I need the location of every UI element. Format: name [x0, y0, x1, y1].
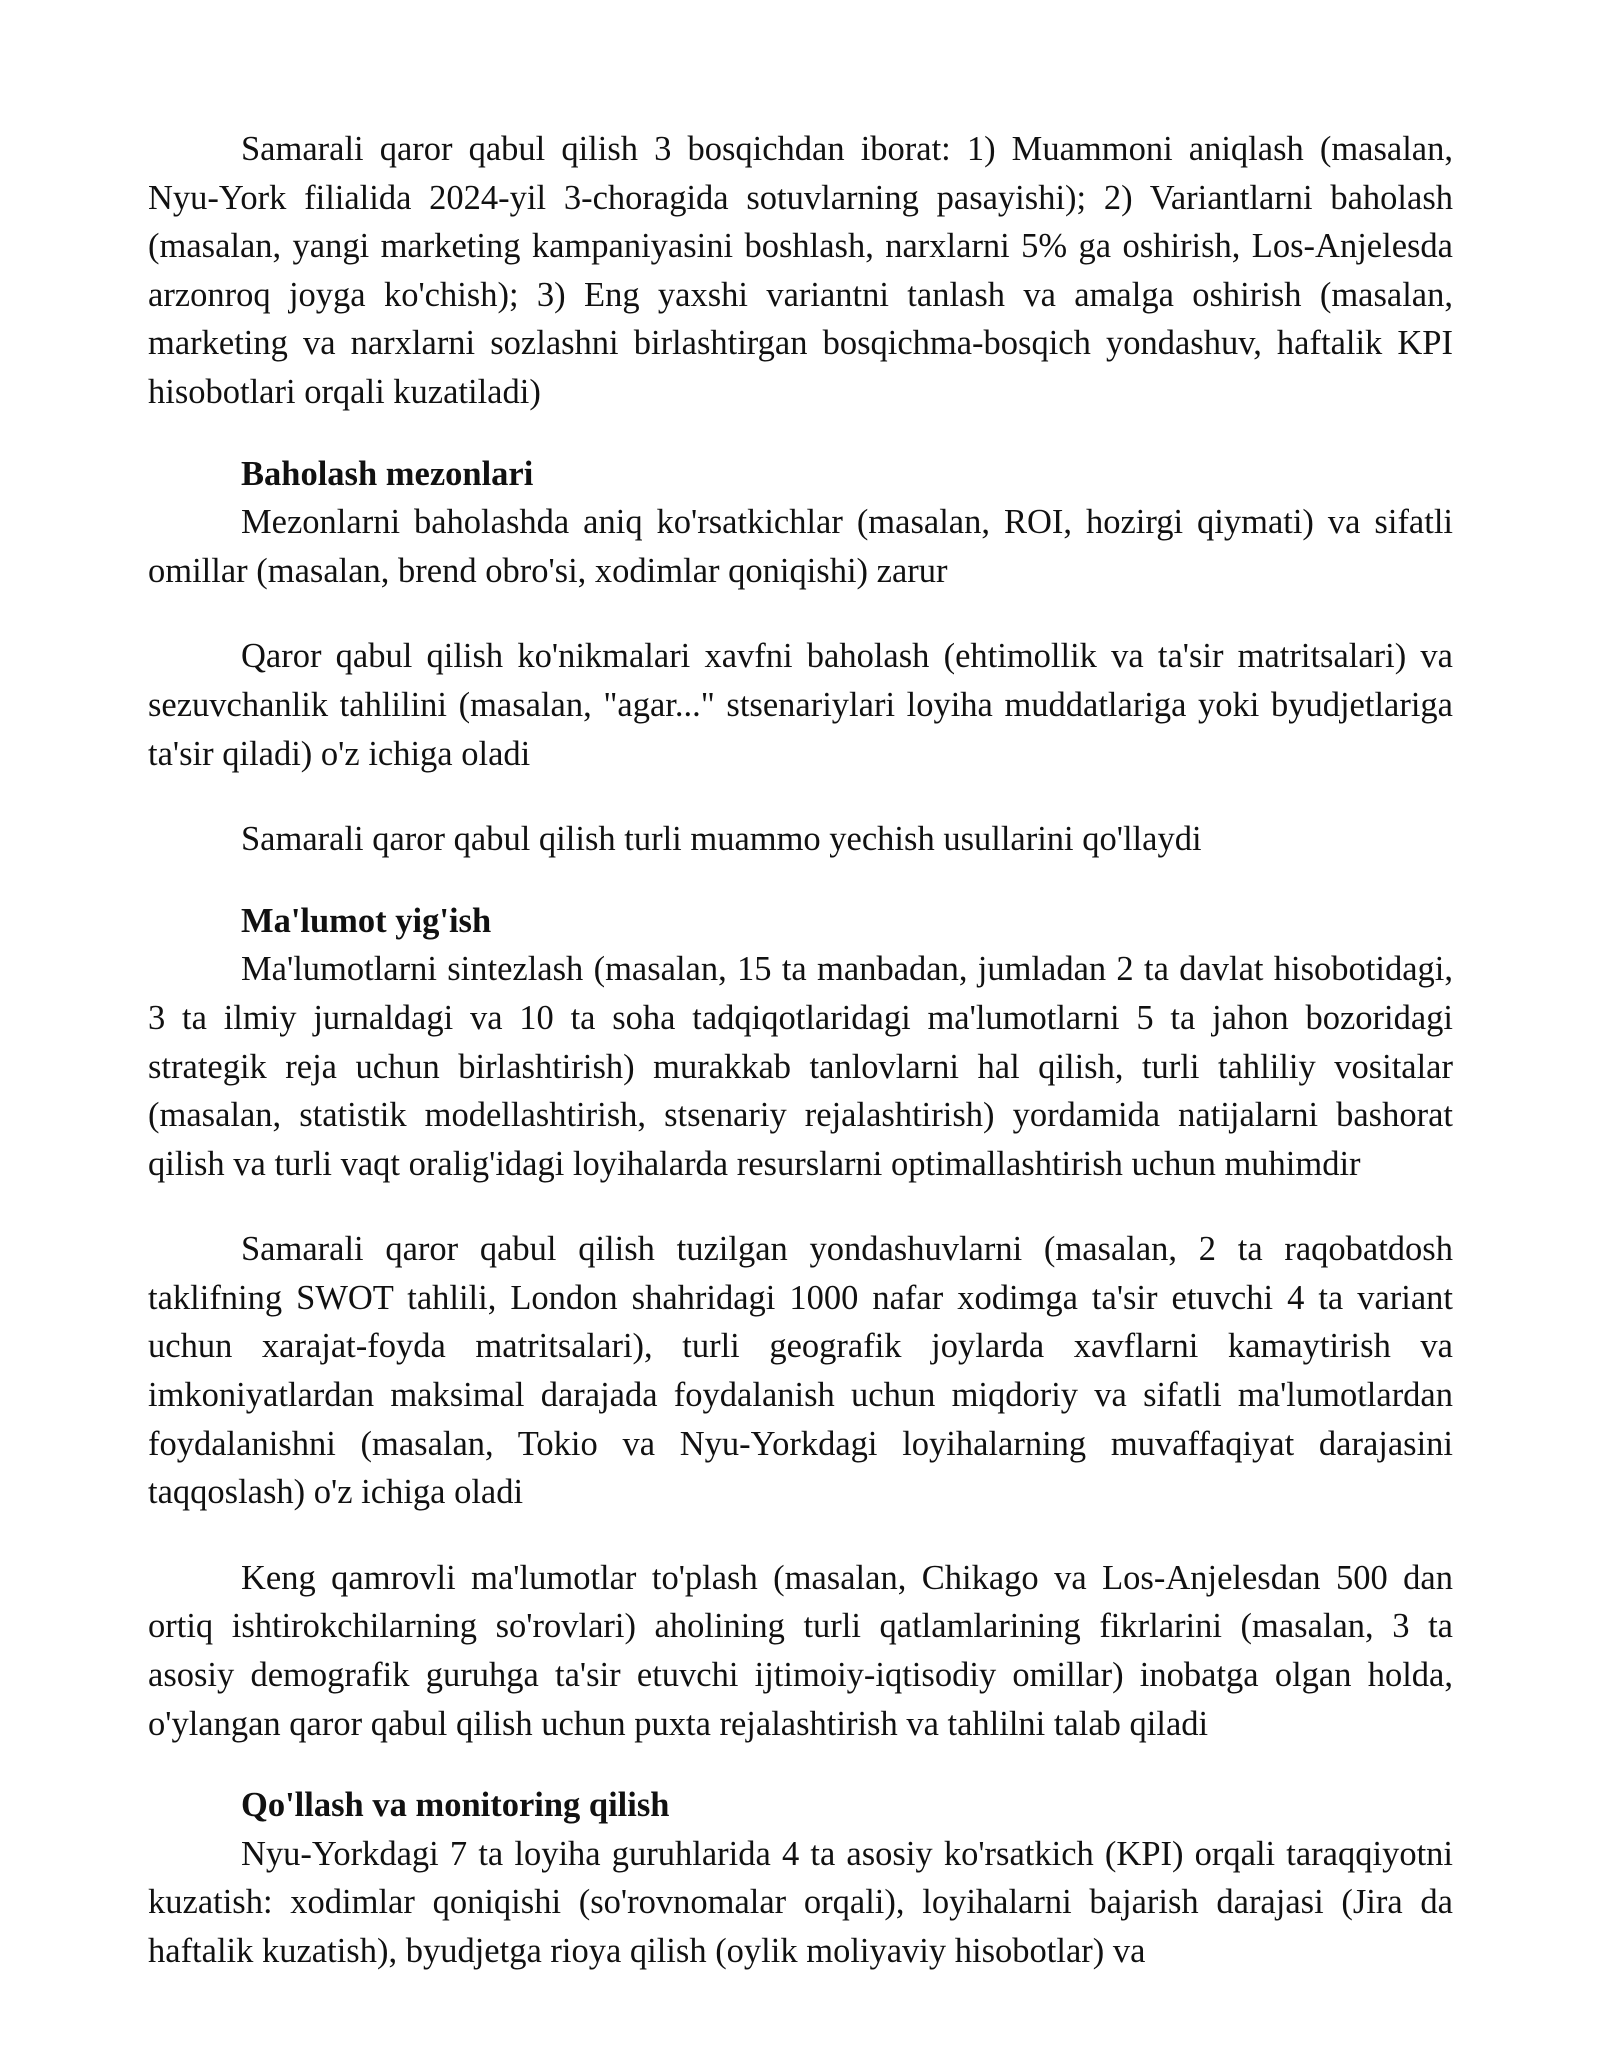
- heading-data-collection: Ma'lumot yig'ish: [241, 901, 492, 940]
- paragraph-decision-stages: Samarali qaror qabul qilish 3 bosqichdan iborat: 1) Muammoni aniqlash (masalan, Nyu-York filialida 2024-yil 3-choragida sotuvlarning pasayishi); 2) Variantlarni baholash (masalan, yangi marketing kampaniyasini boshlash, narxlarni 5% ga oshirish, Los-Anjelesda arzonroq joyga ko'chish); 3) Eng yaxshi variantni tanlash va amalga oshirish (masalan, marketing va narxlarni sozlashni birlashtirgan bosqichma-bosqich yondashuv, haftalik KPI hisobotlari orqali kuzatiladi): [148, 130, 1453, 411]
- paragraph-data-gathering: Keng qamrovli ma'lumotlar to'plash (masalan, Chikago va Los-Anjelesdan 500 dan ortiq ishtirokchilarning so'rovlari) aholining turli qatlamlarining fikrlarini (masalan, 3 ta asosiy demografik guruhga ta'sir etuvchi ijtimoiy-iqtisodiy omillar) inobatga olgan holda, o'ylangan qaror qabul qilish uchun puxta rejalashtirish va tahlilni talab qiladi: [148, 1558, 1453, 1743]
- paragraph-kpi-tracking: Nyu-Yorkdagi 7 ta loyiha guruhlarida 4 ta asosiy ko'rsatkich (KPI) orqali taraqqiyotni kuzatish: xodimlar qoniqishi (so'rovnomalar orqali), loyihalarni bajarish darajasi (Jira da haftalik kuzatish), byudjetga rioya qilish (oylik moliyaviy hisobotlar) va: [148, 1834, 1453, 1970]
- paragraph-risk-assessment: Qaror qabul qilish ko'nikmalari xavfni baholash (ehtimollik va ta'sir matritsalari) va sezuvchanlik tahlilini (masalan, "agar..." stsenariylari loyiha muddatlariga yoki byudjetlariga ta'sir qiladi) o'z ichiga oladi: [148, 637, 1453, 773]
- paragraph-structured-approaches: Samarali qaror qabul qilish tuzilgan yondashuvlarni (masalan, 2 ta raqobatdosh taklifning SWOT tahlili, London shahridagi 1000 nafar xodimga ta'sir etuvchi 4 ta variant uchun xarajat-foyda matritsalari), turli geografik joylarda xavflarni kamaytirish va imkoniyatlardan maksimal darajada foydalanish uchun miqdoriy va sifatli ma'lumotlardan foydalanishni (masalan, Tokio va Nyu-Yorkdagi loyihalarning muvaffaqiyat darajasini taqqoslash) o'z ichiga oladi: [148, 1230, 1453, 1512]
- document-page: [148, 125, 1453, 1976]
- paragraph-problem-solving: Samarali qaror qabul qilish turli muammo yechish usullarini qo'llaydi: [241, 820, 1202, 859]
- heading-application-monitoring: Qo'llash va monitoring qilish: [241, 1786, 670, 1825]
- paragraph-criteria: Mezonlarni baholashda aniq ko'rsatkichlar (masalan, ROI, hozirgi qiymati) va sifatli omillar (masalan, brend obro'si, xodimlar qoniqishi) zarur: [148, 503, 1453, 590]
- paragraph-data-synthesis: Ma'lumotlarni sintezlash (masalan, 15 ta manbadan, jumladan 2 ta davlat hisobotidagi, 3 ta ilmiy jurnaldagi va 10 ta soha tadqiqotlaridagi ma'lumotlarni 5 ta jahon bozoridagi strategik reja uchun birlashtirish) murakkab tanlovlarni hal qilish, turli tahliliy vositalar (masalan, statistik modellashtirish, stsenariy rejalashtirish) yordamida natijalarni bashorat qilish va turli vaqt oralig'idagi loyihalarda resurslarni optimallashtirish uchun muhimdir: [148, 950, 1453, 1183]
- heading-evaluation-criteria: Baholash mezonlari: [241, 454, 534, 493]
